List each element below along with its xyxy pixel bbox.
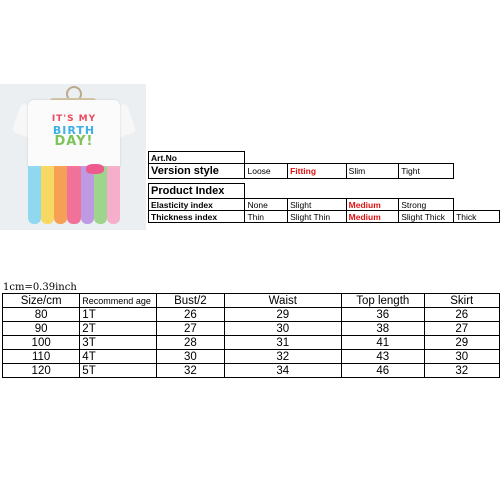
cell-waist: 30 [224,322,341,336]
header-recommend-age: Recommend age [80,294,157,308]
cell-top-length: 38 [342,322,425,336]
cell-top-length: 43 [342,350,425,364]
version-option-fitting: Fitting [288,164,347,179]
shirt-print-line-3: DAY! [54,134,94,149]
cell-bust: 32 [157,364,224,378]
cell-bust: 30 [157,350,224,364]
size-chart-table [2,293,500,378]
cell-size: 120 [3,364,80,378]
thickness-option-thin: Thin [245,211,288,223]
table-row [3,336,500,350]
unit-note: 1cm=0.39inch [3,282,77,293]
cell-waist: 32 [224,350,341,364]
header-waist: Waist [224,294,341,308]
header-size: Size/cm [3,294,80,308]
version-option-loose: Loose [245,164,288,179]
header-top-length: Top length [342,294,425,308]
cell-top-length: 41 [342,336,425,350]
cell-skirt: 30 [424,350,499,364]
cell-age: 4T [80,350,157,364]
table-row [3,322,500,336]
header-bust: Bust/2 [157,294,224,308]
shirt-print-line-1: IT'S MY [51,114,97,124]
table-row [3,364,500,378]
cell-waist: 29 [224,308,341,322]
cell-waist: 34 [224,364,341,378]
cell-size: 110 [3,350,80,364]
cell-top-length: 46 [342,364,425,378]
cell-skirt: 26 [424,308,499,322]
art-no-label: Art.No [149,152,245,164]
cell-waist: 31 [224,336,341,350]
header-skirt: Skirt [424,294,499,308]
table-row [3,350,500,364]
elasticity-option-medium: Medium [346,199,399,211]
bow [86,164,104,174]
table-row [3,308,500,322]
product-index-label: Product Index [149,184,245,199]
elasticity-option-none: None [245,199,288,211]
shirt-print [42,114,106,147]
cell-size: 90 [3,322,80,336]
thickness-option-slight-thick: Slight Thick [399,211,454,223]
thickness-option-thick: Thick [454,211,500,223]
cell-top-length: 36 [342,308,425,322]
cell-size: 80 [3,308,80,322]
cell-bust: 27 [157,322,224,336]
cell-age: 1T [80,308,157,322]
cell-bust: 26 [157,308,224,322]
cell-bust: 28 [157,336,224,350]
cell-age: 5T [80,364,157,378]
version-option-tight: Tight [399,164,454,179]
product-photo [0,84,146,230]
cell-size: 100 [3,336,80,350]
version-option-slim: Slim [346,164,399,179]
cell-age: 2T [80,322,157,336]
cell-age: 3T [80,336,157,350]
elasticity-option-slight: Slight [288,199,347,211]
version-style-label: Version style [149,164,245,179]
thickness-label: Thickness index [149,211,245,223]
shirt-print-line-2: BIRTH [52,124,96,137]
tutu-skirt [28,166,120,224]
thickness-option-medium: Medium [346,211,399,223]
version-style-table [148,151,500,223]
elasticity-option-strong: Strong [399,199,454,211]
thickness-option-slight-thin: Slight Thin [288,211,347,223]
size-chart-header-row [3,294,500,308]
cell-skirt: 27 [424,322,499,336]
cell-skirt: 32 [424,364,499,378]
elasticity-label: Elasticity index [149,199,245,211]
cell-skirt: 29 [424,336,499,350]
